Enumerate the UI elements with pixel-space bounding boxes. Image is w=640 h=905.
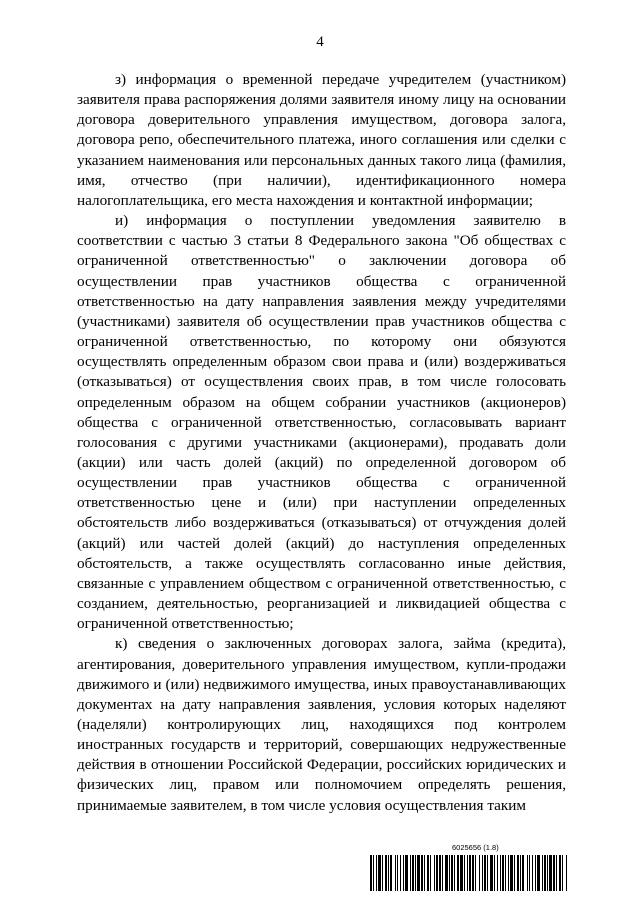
barcode-image [370,855,568,891]
page-number: 4 [316,34,324,50]
footer-barcode-block [370,843,570,895]
paragraph-i: и) информация о поступлении уведомления заявителю в соответствии с частью 3 статьи 8 Федерального закона "Об обществах с ограниченной ответственностью" о заключении договора об осуществлении прав участников общества с ограниченной ответственностью на дату направления заявления между учредителями (участниками) заявителя об осуществлении прав участников общества с ограниченной ответственностью, по которому они обязуются осуществлять определенным образом свои права и (или) воздерживаться (отказываться) от осуществления своих прав, в том числе голосовать определенным образом на общем собрании участников (акционеров) общества с ограниченной ответственностью, согласовывать вариант голосования с другими участниками (акционерами), продавать доли (акции) или часть долей (акций) по определенной договором об осуществлении прав участников общества с ограниченной ответственностью цене и (или) при наступлении определенных обстоятельств либо воздерживаться (отказываться) от отчуждения долей (акций) или частей долей (акций) до наступления определенных обстоятельств, а также осуществлять согласованно иные действия, связанные с управлением обществом с ограниченной ответственностью, с созданием, деятельностью, реорганизацией и ликвидацией общества с ограниченной ответственностью; [77,212,566,633]
paragraph-k: к) сведения о заключенных договорах залога, займа (кредита), агентирования, доверительного управления имуществом, купли-продажи движимого и (или) недвижимого имущества, иных правоустанавливающих документах на дату направления заявления, условия которых наделяют (наделяли) контролирующих лиц, находящихся под контролем иностранных государств и территорий, совершающих недружественные действия в отношении Российской Федерации, российских юридических и физических лиц, правом или полномочием определять решения, принимаемые заявителем, в том числе условия осуществления таким [77,635,566,814]
document-code: 6025656 (1.8) [452,843,499,852]
paragraph-z: з) информация о временной передаче учредителем (участником) заявителя права распоряжения долями заявителя иному лицу на основании договора доверительного управления имуществом, договора залога, договора репо, обеспечительного платежа, иного соглашения или сделки с указанием наименования или персональных данных такого лица (фамилия, имя, отчество (при наличии), идентификационного номера налогоплательщика, его места нахождения и контактной информации; [77,71,566,209]
document-body [77,70,566,816]
